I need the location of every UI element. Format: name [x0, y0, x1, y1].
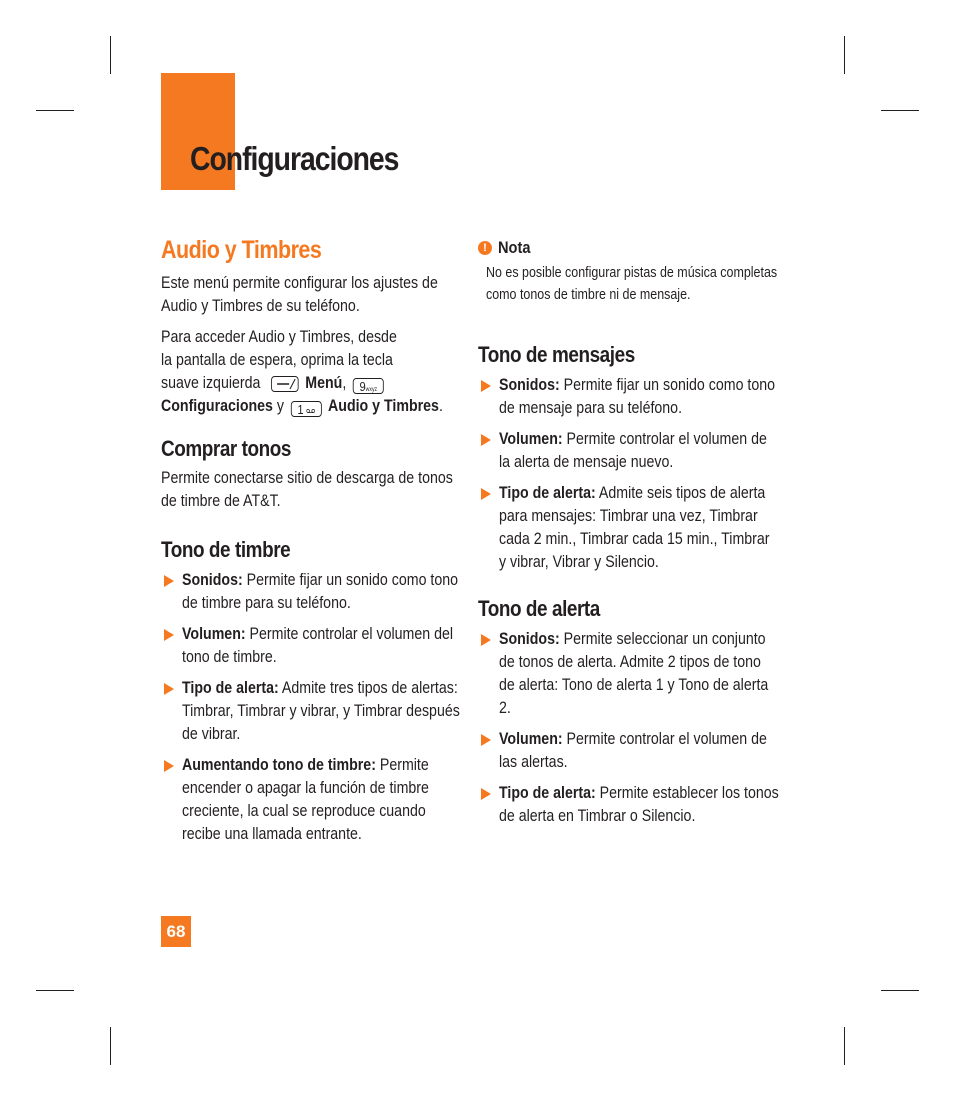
menu-label: Menú — [305, 374, 343, 392]
tono-alerta-heading: Tono de alerta — [478, 596, 600, 621]
list-item: Sonidos: Permite seleccionar un conjunto de tonos de alerta. Admite 2 tipos de tono de alerta: Tono de alerta 1 y Tono de alerta 2. — [478, 628, 778, 720]
comprar-tonos-heading: Comprar tonos — [161, 436, 292, 461]
note-text: No es posible configurar pistas de música completas como tonos de timbre ni de mensaje. — [486, 265, 778, 303]
audio-intro: Este menú permite configurar los ajustes de Audio y Timbres de su teléfono. — [161, 274, 438, 315]
key-1-voicemail-icon: 1 — [291, 401, 322, 417]
tono-timbre-heading: Tono de timbre — [161, 537, 291, 562]
list-item: Sonidos: Permite fijar un sonido como tono de mensaje para su teléfono. — [478, 374, 778, 420]
warning-icon: ! — [478, 241, 492, 255]
list-item: Volumen: Permite controlar el volumen de las alertas. — [478, 728, 778, 774]
bullet-arrow-icon — [481, 380, 491, 392]
bullet-arrow-icon — [164, 629, 174, 641]
crop-mark — [881, 110, 919, 111]
crop-mark — [110, 36, 111, 74]
comprar-tonos-text: Permite conectarse sitio de descarga de tonos de timbre de AT&T. — [161, 469, 453, 510]
bullet-arrow-icon — [164, 683, 174, 695]
bullet-arrow-icon — [481, 434, 491, 446]
key-9-icon: 9wxyz — [353, 378, 384, 394]
list-item: Tipo de alerta: Admite tres tipos de alertas: Timbrar, Timbrar y vibrar, y Timbrar después de vibrar. — [161, 677, 461, 746]
left-soft-key-icon — [271, 376, 299, 392]
list-item: Volumen: Permite controlar el volumen del tono de timbre. — [161, 623, 461, 669]
crop-mark — [881, 990, 919, 991]
bullet-arrow-icon — [164, 760, 174, 772]
list-item: Tipo de alerta: Admite seis tipos de alerta para mensajes: Timbrar una vez, Timbrar cada 2 min., Timbrar cada 15 min., Timbrar y vibrar, Vibrar y Silencio. — [478, 482, 778, 574]
bullet-arrow-icon — [481, 788, 491, 800]
page-number: 68 — [161, 916, 191, 947]
audio-access-instructions: Para acceder Audio y Timbres, desde la pantalla de espera, oprima la tecla suave izquierda Menú, 9wxyz Configuraciones y 1 Audio y Timbres. — [161, 328, 443, 417]
right-column — [478, 236, 778, 828]
list-item: Tipo de alerta: Permite establecer los tonos de alerta en Timbrar o Silencio. — [478, 782, 778, 828]
voicemail-glyph — [306, 408, 315, 414]
list-item: Volumen: Permite controlar el volumen de la alerta de mensaje nuevo. — [478, 428, 778, 474]
list-item: Aumentando tono de timbre: Permite encender o apagar la función de timbre creciente, la cual se reproduce cuando recibe una llamada entrante. — [161, 754, 461, 846]
configuraciones-label: Configuraciones — [161, 397, 273, 415]
left-column — [161, 236, 461, 846]
bullet-arrow-icon — [164, 575, 174, 587]
bullet-arrow-icon — [481, 634, 491, 646]
note-label: Nota — [498, 238, 531, 257]
audio-y-timbres-label: Audio y Timbres — [328, 397, 439, 415]
crop-mark — [844, 36, 845, 74]
list-item: Sonidos: Permite fijar un sonido como tono de timbre para su teléfono. — [161, 569, 461, 615]
crop-mark — [844, 1027, 845, 1065]
crop-mark — [110, 1027, 111, 1065]
crop-mark — [36, 110, 74, 111]
crop-mark — [36, 990, 74, 991]
bullet-arrow-icon — [481, 734, 491, 746]
bullet-arrow-icon — [481, 488, 491, 500]
audio-heading: Audio y Timbres — [161, 236, 322, 264]
soft-key-glyph — [272, 377, 298, 391]
note-header — [478, 236, 778, 260]
tono-mensajes-heading: Tono de mensajes — [478, 342, 635, 367]
page-title: Configuraciones — [190, 140, 399, 177]
